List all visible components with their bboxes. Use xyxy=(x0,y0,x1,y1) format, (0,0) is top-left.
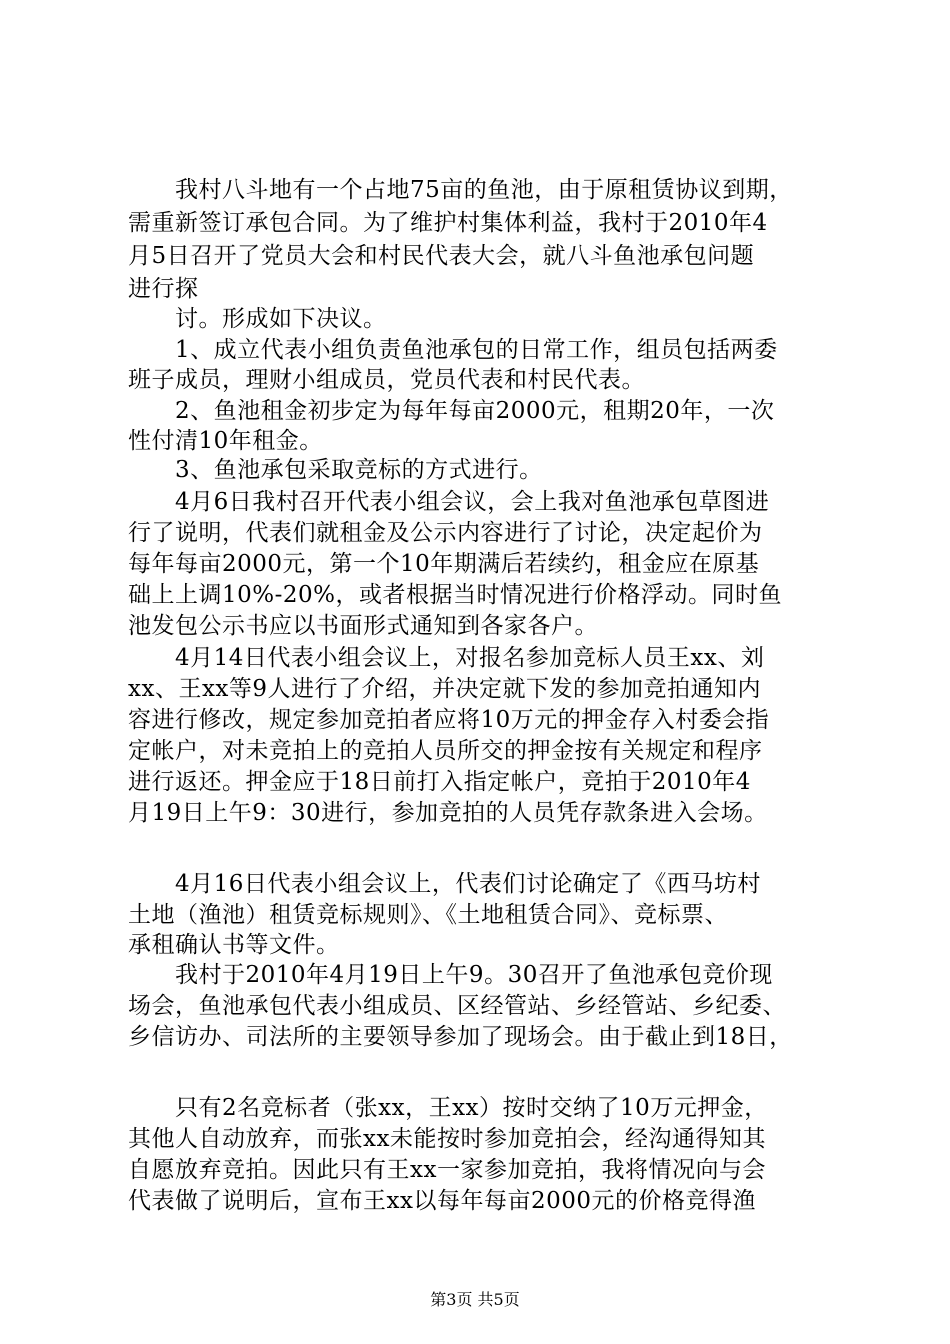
text-line: 只有2名竞标者（张xx，王xx）按时交纳了10万元押金， xyxy=(128,1095,768,1121)
text-line: 月5日召开了党员大会和村民代表大会，就八斗鱼池承包问题 xyxy=(128,243,755,269)
text-line: 础上上调10%-20%，或者根据当时情况进行价格浮动。同时鱼 xyxy=(128,582,783,608)
text-line: 进行探 xyxy=(128,276,199,302)
text-line: 进行返还。押金应于18日前打入指定帐户，竞拍于2010年4 xyxy=(128,769,751,795)
text-line: 场会，鱼池承包代表小组成员、区经管站、乡经管站、乡纪委、 xyxy=(128,993,786,1019)
text-line: xx、王xx等9人进行了介绍，并决定就下发的参加竞拍通知内 xyxy=(128,676,762,702)
text-line: 3、鱼池承包采取竞标的方式进行。 xyxy=(128,457,543,483)
text-line: 4月6日我村召开代表小组会议，会上我对鱼池承包草图进 xyxy=(128,489,770,515)
page-number-footer: 第3页 共5页 xyxy=(430,1290,520,1309)
text-line: 班子成员，理财小组成员，党员代表和村民代表。 xyxy=(128,367,645,393)
text-line: 乡信访办、司法所的主要领导参加了现场会。由于截止到18日， xyxy=(128,1024,793,1050)
text-line: 自愿放弃竞拍。因此只有王xx一家参加竞拍，我将情况向与会 xyxy=(128,1157,766,1183)
text-line: 容进行修改，规定参加竞拍者应将10万元的押金存入村委会指 xyxy=(128,707,770,733)
text-line: 4月14日代表小组会议上，对报名参加竞标人员王xx、刘 xyxy=(128,645,765,671)
text-line: 池发包公示书应以书面形式通知到各家各户。 xyxy=(128,613,598,639)
text-line: 1、成立代表小组负责鱼池承包的日常工作，组员包括两委 xyxy=(128,337,778,363)
text-line: 我村于2010年4月19日上午9。30召开了鱼池承包竞价现 xyxy=(128,962,773,988)
text-line: 2、鱼池租金初步定为每年每亩2000元，租期20年，一次 xyxy=(128,398,775,424)
text-line: 行了说明，代表们就租金及公示内容进行了讨论，决定起价为 xyxy=(128,520,763,546)
text-line: 4月16日代表小组会议上，代表们讨论确定了《西马坊村 xyxy=(128,871,761,897)
text-line: 土地（渔池）租赁竞标规则》、《土地租赁合同》、竞标票、 xyxy=(128,902,728,928)
text-line: 需重新签订承包合同。为了维护村集体利益，我村于2010年4 xyxy=(128,210,768,236)
text-line: 定帐户，对未竞拍上的竞拍人员所交的押金按有关规定和程序 xyxy=(128,738,763,764)
text-line: 每年每亩2000元，第一个10年期满后若续约，租金应在原基 xyxy=(128,551,760,577)
text-line: 其他人自动放弃，而张xx未能按时参加竞拍会，经沟通得知其 xyxy=(128,1126,766,1152)
text-line: 讨。形成如下决议。 xyxy=(128,306,387,332)
text-line: 承租确认书等文件。 xyxy=(128,932,340,958)
text-line: 月19日上午9：30进行，参加竞拍的人员凭存款条进入会场。 xyxy=(128,800,768,826)
text-line: 性付清10年租金。 xyxy=(128,428,323,454)
text-line: 代表做了说明后，宣布王xx以每年每亩2000元的价格竞得渔 xyxy=(128,1188,756,1214)
text-line: 我村八斗地有一个占地75亩的鱼池，由于原租赁协议到期， xyxy=(128,177,793,203)
